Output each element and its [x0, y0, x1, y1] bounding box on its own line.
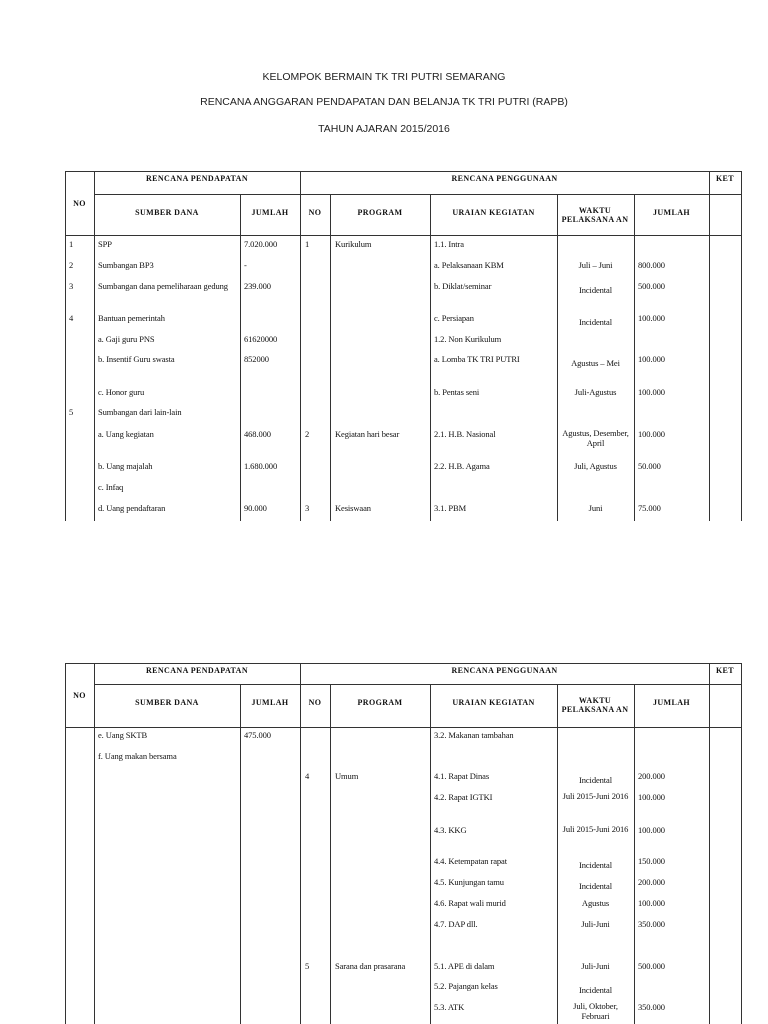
cell-no2: 4	[305, 771, 310, 781]
cell-uraian: b. Pentas seni	[434, 387, 480, 397]
cell-jumlah: -	[244, 260, 247, 270]
cell-jumlah2: 200.000	[638, 877, 665, 887]
cell-sumber: b. Uang majalah	[98, 461, 153, 471]
cell-waktu: Agustus – Mei	[571, 358, 620, 368]
cell-waktu: Juli, Oktober, Februari	[573, 1001, 618, 1021]
cell-waktu: Juni	[588, 503, 603, 513]
cell-jumlah2: 100.000	[638, 898, 665, 908]
header-uraian-kegiatan: URAIAN KEGIATAN	[452, 207, 535, 217]
header-rencana-pendapatan: RENCANA PENDAPATAN	[145, 665, 249, 675]
cell-jumlah2: 100.000	[638, 313, 665, 323]
cell-waktu: Incidental	[579, 881, 612, 891]
header-no-2: NO	[308, 207, 322, 217]
cell-jumlah: 61620000	[244, 334, 278, 344]
cell-waktu: Juli-Juni	[581, 919, 610, 929]
cell-program: Sarana dan prasarana	[335, 961, 406, 971]
cell-waktu: Incidental	[579, 317, 612, 327]
cell-uraian: 2.1. H.B. Nasional	[434, 429, 496, 439]
cell-jumlah2: 500.000	[638, 281, 665, 291]
cell-waktu: Incidental	[579, 860, 612, 870]
header-waktu-pelaksanaan: WAKTU PELAKSANA AN	[561, 205, 629, 224]
cell-no: 4	[69, 313, 74, 323]
cell-uraian: 5.2. Pajangan kelas	[434, 981, 498, 991]
header-rencana-pendapatan: RENCANA PENDAPATAN	[145, 173, 249, 183]
cell-no2: 2	[305, 429, 310, 439]
header-waktu-pelaksanaan: WAKTU PELAKSANA AN	[561, 695, 629, 714]
header-title-2: RENCANA ANGGARAN PENDAPATAN DAN BELANJA TK TRI PUTRI (RAPB)	[200, 96, 568, 108]
cell-sumber: Sumbangan BP3	[98, 260, 154, 270]
cell-uraian: 3.1. PBM	[434, 503, 467, 513]
cell-uraian: c. Persiapan	[434, 313, 474, 323]
cell-waktu: Incidental	[579, 985, 612, 995]
cell-uraian: b. Diklat/seminar	[434, 281, 492, 291]
cell-waktu: Incidental	[579, 285, 612, 295]
cell-sumber: a. Uang kegiatan	[98, 429, 154, 439]
cell-jumlah: 239.000	[244, 281, 271, 291]
cell-jumlah2: 350.000	[638, 1002, 665, 1012]
cell-sumber: a. Gaji guru PNS	[98, 334, 155, 344]
header-ket: KET	[715, 173, 735, 183]
cell-uraian: a. Lomba TK TRI PUTRI	[434, 354, 520, 364]
cell-jumlah2: 100.000	[638, 354, 665, 364]
cell-sumber: SPP	[98, 239, 112, 249]
cell-jumlah2: 75.000	[638, 503, 661, 513]
cell-sumber: f. Uang makan bersama	[98, 751, 177, 761]
cell-uraian: 4.5. Kunjungan tamu	[434, 877, 504, 887]
cell-no2: 3	[305, 503, 310, 513]
header-program: PROGRAM	[357, 207, 403, 217]
cell-no2: 1	[305, 239, 310, 249]
cell-jumlah: 475.000	[244, 730, 271, 740]
cell-waktu: Juli – Juni	[578, 260, 613, 270]
cell-jumlah2: 350.000	[638, 919, 665, 929]
cell-jumlah2: 50.000	[638, 461, 661, 471]
header-sumber-dana: SUMBER DANA	[135, 697, 199, 707]
cell-jumlah2: 200.000	[638, 771, 665, 781]
cell-sumber: Sumbangan dana pemeliharaan gedung	[98, 281, 228, 291]
cell-no: 5	[69, 407, 74, 417]
header-uraian-kegiatan: URAIAN KEGIATAN	[452, 697, 535, 707]
cell-jumlah: 7.020.000	[244, 239, 278, 249]
cell-jumlah2: 100.000	[638, 429, 665, 439]
cell-uraian: 4.6. Rapat wali murid	[434, 898, 506, 908]
cell-uraian: 2.2. H.B. Agama	[434, 461, 490, 471]
cell-jumlah2: 100.000	[638, 792, 665, 802]
header-jumlah: JUMLAH	[251, 207, 289, 217]
header-no: NO	[73, 690, 86, 700]
cell-waktu: Juli 2015-Juni 2016	[562, 824, 629, 834]
header-title-1: KELOMPOK BERMAIN TK TRI PUTRI SEMARANG	[262, 71, 506, 83]
cell-sumber: c. Honor guru	[98, 387, 145, 397]
cell-uraian: 4.3. KKG	[434, 825, 467, 835]
cell-uraian: 4.4. Ketempatan rapat	[434, 856, 507, 866]
cell-waktu: Juli-Agustus	[574, 387, 617, 397]
cell-jumlah: 90.000	[244, 503, 267, 513]
header-jumlah-2: JUMLAH	[652, 697, 691, 707]
cell-no: 3	[69, 281, 74, 291]
cell-no: 1	[69, 239, 74, 249]
header-ket: KET	[715, 665, 735, 675]
cell-jumlah: 468.000	[244, 429, 271, 439]
cell-no: 2	[69, 260, 74, 270]
cell-uraian: 5.3. ATK	[434, 1002, 465, 1012]
header-title-3: TAHUN AJARAN 2015/2016	[318, 123, 450, 135]
cell-sumber: c. Infaq	[98, 482, 124, 492]
cell-waktu: Agustus, Desember, April	[562, 428, 629, 448]
header-jumlah: JUMLAH	[251, 697, 289, 707]
cell-jumlah: 1.680.000	[244, 461, 278, 471]
cell-uraian: 4.1. Rapat Dinas	[434, 771, 490, 781]
cell-sumber: Sumbangan dari lain-lain	[98, 407, 182, 417]
cell-jumlah2: 150.000	[638, 856, 665, 866]
cell-jumlah: 852000	[244, 354, 269, 364]
cell-no2: 5	[305, 961, 310, 971]
cell-program: Kegiatan hari besar	[335, 429, 400, 439]
cell-uraian: 3.2. Makanan tambahan	[434, 730, 514, 740]
header-sumber-dana: SUMBER DANA	[135, 207, 199, 217]
cell-waktu: Juli, Agustus	[574, 461, 617, 471]
cell-program: Kesiswaan	[335, 503, 371, 513]
cell-jumlah2: 800.000	[638, 260, 665, 270]
cell-waktu: Agustus	[581, 898, 610, 908]
cell-waktu: Juli-Juni	[581, 961, 610, 971]
cell-jumlah2: 500.000	[638, 961, 665, 971]
cell-sumber: Bantuan pemerintah	[98, 313, 165, 323]
cell-jumlah2: 100.000	[638, 387, 665, 397]
cell-program: Umum	[335, 771, 359, 781]
cell-uraian: 1.2. Non Kurikulum	[434, 334, 502, 344]
cell-uraian: 4.2. Rapat IGTKI	[434, 792, 493, 802]
cell-program: Kurikulum	[335, 239, 372, 249]
cell-uraian: 5.1. APE di dalam	[434, 961, 495, 971]
header-jumlah-2: JUMLAH	[652, 207, 691, 217]
cell-uraian: 1.1. Intra	[434, 239, 464, 249]
cell-sumber: d. Uang pendaftaran	[98, 503, 166, 513]
header-rencana-penggunaan: RENCANA PENGGUNAAN	[451, 173, 558, 183]
header-no-2: NO	[308, 697, 322, 707]
header-program: PROGRAM	[357, 697, 403, 707]
cell-sumber: e. Uang SKTB	[98, 730, 148, 740]
cell-waktu: Incidental	[579, 775, 612, 785]
cell-sumber: b. Insentif Guru swasta	[98, 354, 175, 364]
header-no: NO	[73, 198, 86, 208]
cell-waktu: Juli 2015-Juni 2016	[562, 791, 629, 801]
cell-jumlah2: 100.000	[638, 825, 665, 835]
header-rencana-penggunaan: RENCANA PENGGUNAAN	[451, 665, 558, 675]
cell-uraian: 4.7. DAP dll.	[434, 919, 478, 929]
cell-uraian: a. Pelaksanaan KBM	[434, 260, 504, 270]
